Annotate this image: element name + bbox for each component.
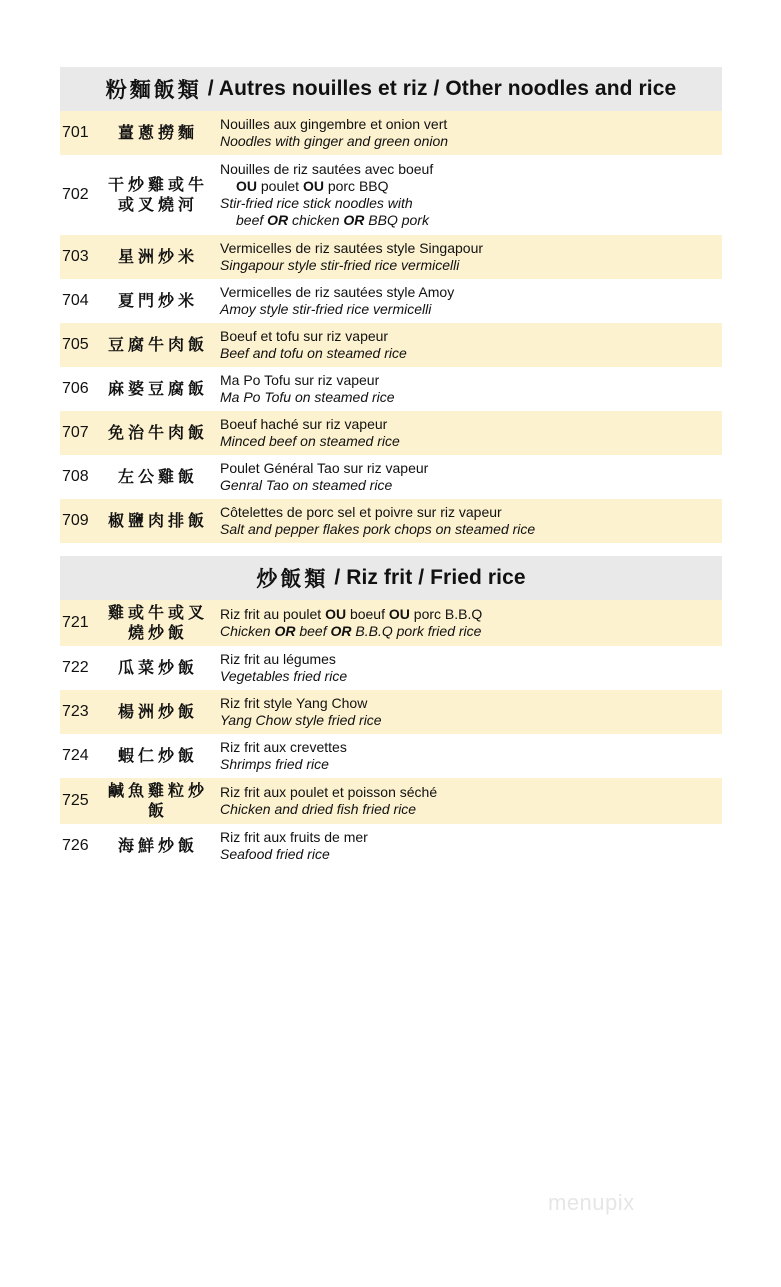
item-name-fr: Boeuf et tofu sur riz vapeur: [220, 328, 389, 344]
item-name-fr: Riz frit aux fruits de mer: [220, 829, 368, 845]
item-name-fr: Riz frit style Yang Chow: [220, 695, 368, 711]
item-description: [214, 739, 722, 773]
item-name-fr: Riz frit aux crevettes: [220, 739, 347, 755]
item-number: 707: [62, 424, 89, 441]
menu-item: [60, 111, 722, 155]
menu-item: [60, 499, 722, 543]
item-name-en: Salt and pepper flakes pork chops on steamed rice: [220, 521, 536, 537]
item-name-en: Noodles with ginger and green onion: [220, 133, 449, 149]
menu-item: [60, 411, 722, 455]
section-fried-rice: [60, 556, 722, 868]
item-number: 726: [62, 837, 89, 854]
item-number: 721: [62, 614, 89, 631]
menu-item: [60, 155, 722, 235]
item-name-zh: 鹹魚雞粒炒飯: [107, 781, 208, 820]
item-name-en: Ma Po Tofu on steamed rice: [220, 389, 395, 405]
item-description: [214, 284, 722, 318]
item-description: [214, 116, 722, 150]
item-number: 708: [62, 468, 89, 485]
item-description: [214, 328, 722, 362]
item-name-zh: 麻婆豆腐飯: [107, 379, 208, 398]
item-description: [214, 606, 722, 640]
item-name-fr: Poulet Général Tao sur riz vapeur: [220, 460, 429, 476]
item-name-en: Chicken and dried fish fried rice: [220, 801, 417, 817]
item-description: [214, 416, 722, 450]
menu-item: [60, 734, 722, 778]
item-number: 702: [62, 186, 89, 203]
item-name-zh: 左公雞飯: [117, 467, 198, 486]
item-description: [214, 784, 722, 818]
item-number: 709: [62, 512, 89, 529]
item-name-en: Chicken OR beef OR B.B.Q pork fried rice: [220, 623, 482, 639]
item-name-en: Shrimps fried rice: [220, 756, 329, 772]
item-name-zh: 海鮮炒飯: [117, 836, 198, 855]
item-name-en-2: beef OR chicken OR BBQ pork: [236, 212, 429, 228]
item-description: [214, 240, 722, 274]
item-name-zh: 椒鹽肉排飯: [107, 511, 208, 530]
item-name-zh: 薑蔥撈麵: [117, 123, 198, 142]
item-name-fr-2: OU poulet OU porc BBQ: [236, 178, 389, 194]
item-name-zh: 蝦仁炒飯: [117, 746, 198, 765]
item-number: 705: [62, 336, 89, 353]
item-description: [214, 504, 722, 538]
item-number: 724: [62, 747, 89, 764]
section-header: [60, 556, 722, 600]
section-noodles-rice: [60, 67, 722, 543]
menu-item: [60, 690, 722, 734]
item-name-en: Vegetables fried rice: [220, 668, 348, 684]
menu-item: [60, 824, 722, 868]
watermark-logo: menupix: [548, 1190, 635, 1215]
item-name-fr: Riz frit aux poulet et poisson séché: [220, 784, 438, 800]
item-name-zh: 雞或牛或叉燒炒飯: [107, 603, 208, 642]
item-name-en: Beef and tofu on steamed rice: [220, 345, 407, 361]
item-name-zh: 夏門炒米: [117, 291, 198, 310]
item-name-fr: Ma Po Tofu sur riz vapeur: [220, 372, 380, 388]
item-number: 701: [62, 124, 89, 141]
item-name-en: Stir-fried rice stick noodles with: [220, 195, 413, 211]
section-header: [60, 67, 722, 111]
item-name-zh: 星洲炒米: [117, 247, 198, 266]
item-description: [214, 695, 722, 729]
item-name-zh: 豆腐牛肉飯: [107, 335, 208, 354]
menu-item: [60, 279, 722, 323]
item-name-en: Genral Tao on steamed rice: [220, 477, 393, 493]
item-number: 704: [62, 292, 89, 309]
item-name-fr: Côtelettes de porc sel et poivre sur riz vapeur: [220, 504, 502, 520]
item-name-en: Singapour style stir-fried rice vermicelli: [220, 257, 460, 273]
item-number: 725: [62, 792, 89, 809]
item-name-en: Seafood fried rice: [220, 846, 330, 862]
section-title: / Riz frit / Fried rice: [334, 566, 526, 589]
menu-item: [60, 367, 722, 411]
menu-item: [60, 455, 722, 499]
section-title: / Autres nouilles et riz / Other noodles and rice: [207, 77, 677, 100]
item-name-zh: 干炒雞或牛或叉燒河: [108, 175, 209, 214]
item-number: 706: [62, 380, 89, 397]
item-description: [214, 460, 722, 494]
item-name-fr: Boeuf haché sur riz vapeur: [220, 416, 388, 432]
menu-item: [60, 323, 722, 367]
item-name-en: Yang Chow style fried rice: [220, 712, 382, 728]
section-title-zh: 粉麵飯類: [105, 79, 202, 102]
item-number: 723: [62, 703, 89, 720]
item-name-fr: Vermicelles de riz sautées style Singapour: [220, 240, 484, 256]
section-title-zh: 炒飯類: [256, 568, 329, 591]
menu-item: [60, 235, 722, 279]
item-name-en: Amoy style stir-fried rice vermicelli: [220, 301, 432, 317]
item-name-fr: Riz frit au légumes: [220, 651, 336, 667]
item-name-fr: Vermicelles de riz sautées style Amoy: [220, 284, 455, 300]
menu-item: [60, 600, 722, 646]
item-description: [214, 372, 722, 406]
item-name-fr: Riz frit au poulet OU boeuf OU porc B.B.Q: [220, 606, 483, 622]
item-number: 703: [62, 248, 89, 265]
menu-item: [60, 778, 722, 824]
item-name-fr: Nouilles de riz sautées avec boeuf: [220, 161, 434, 177]
item-name-zh: 楊洲炒飯: [117, 702, 198, 721]
menu-item: [60, 646, 722, 690]
item-description: [214, 651, 722, 685]
item-description: [214, 829, 722, 863]
item-name-en: Minced beef on steamed rice: [220, 433, 400, 449]
item-number: 722: [62, 659, 89, 676]
item-name-zh: 瓜菜炒飯: [117, 658, 198, 677]
item-description: [214, 161, 722, 229]
item-name-fr: Nouilles aux gingembre et onion vert: [220, 116, 448, 132]
item-name-zh: 免治牛肉飯: [107, 423, 208, 442]
